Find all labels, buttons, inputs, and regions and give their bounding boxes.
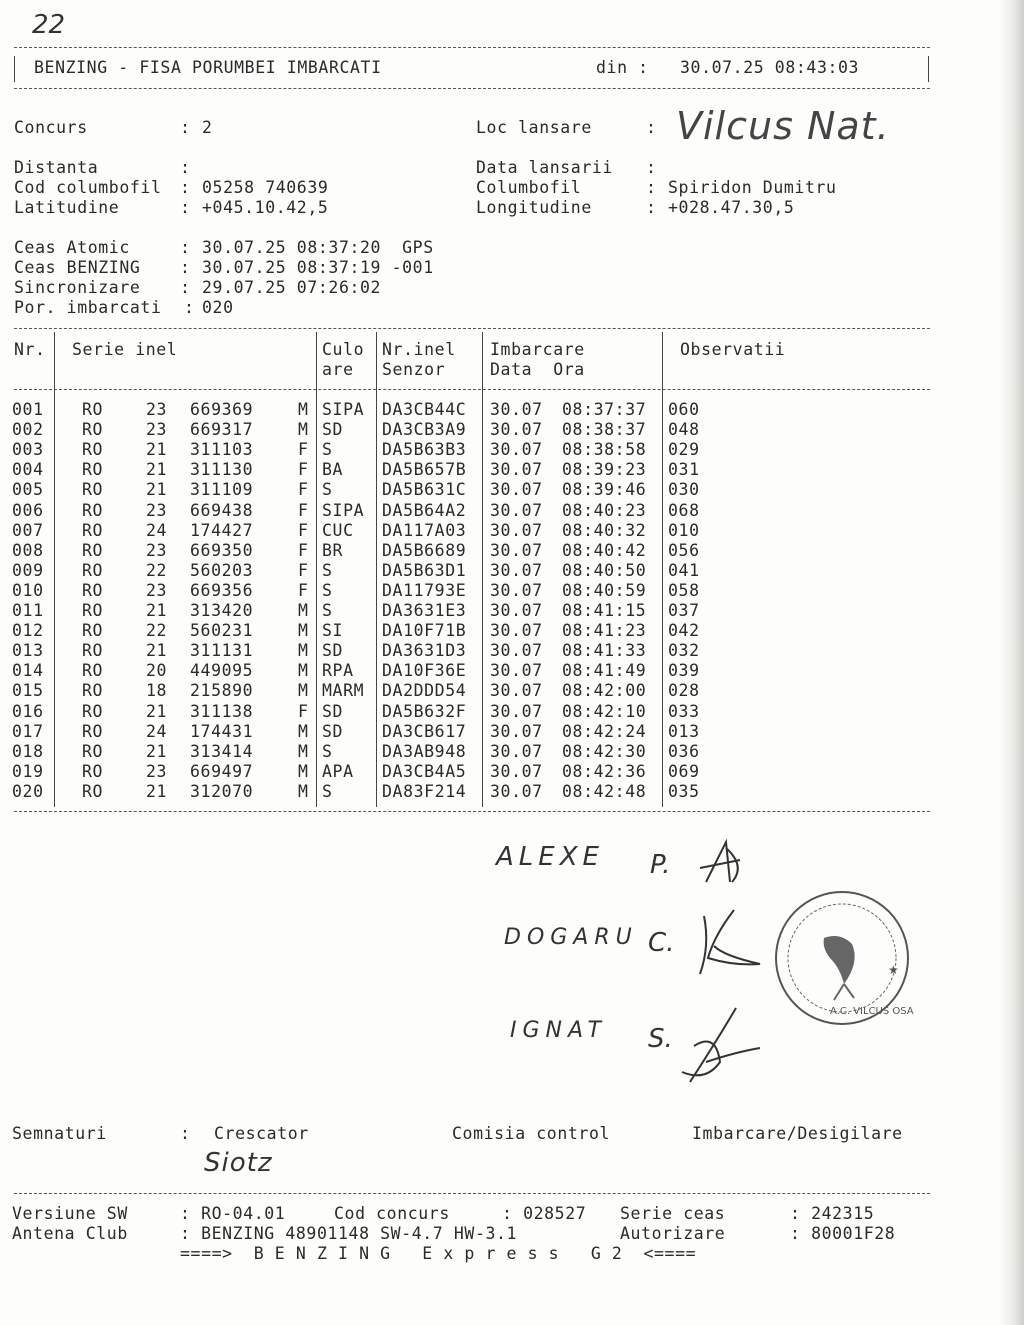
- cod-columbofil-label: Cod columbofil: [14, 178, 162, 197]
- cell-data: 30.07: [490, 701, 543, 721]
- benzing-brand-line: ====> B E N Z I N G E x p r e s s G 2 <====: [180, 1244, 697, 1263]
- semnaturi-colon: :: [180, 1124, 191, 1143]
- cell-num: 669350: [190, 540, 254, 560]
- cell-yr: 21: [146, 701, 168, 721]
- cell-col: BA: [322, 460, 344, 480]
- cell-num: 312070: [190, 781, 254, 801]
- cell-col: SIPA: [322, 500, 365, 520]
- cell-yr: 21: [146, 741, 168, 761]
- cell-col: S: [322, 601, 333, 620]
- report-title: BENZING - FISA PORUMBEI IMBARCATI: [34, 58, 382, 77]
- cell-ora: 08:38:37: [562, 420, 647, 440]
- handwritten-name-2: DOGARU: [504, 925, 638, 950]
- cell-obs: 035: [668, 781, 700, 801]
- autorizare-value: : 80001F28: [790, 1224, 896, 1243]
- autorizare-label: Autorizare: [620, 1224, 726, 1243]
- concurs-label: Concurs: [14, 118, 88, 137]
- cell-nr: 016: [12, 701, 44, 721]
- cell-sex: F: [298, 480, 309, 500]
- serie-ceas-label: Serie ceas: [620, 1204, 726, 1223]
- cell-yr: 24: [146, 721, 168, 741]
- header-serie-inel: Serie inel: [72, 340, 178, 359]
- cell-sex: F: [298, 560, 309, 580]
- latitudine-value: +045.10.42,5: [202, 198, 329, 217]
- cell-data: 30.07: [490, 681, 543, 701]
- cell-obs: 042: [668, 621, 700, 641]
- cell-ora: 08:40:50: [562, 560, 647, 580]
- cell-obs: 058: [668, 580, 700, 600]
- cell-ora: 08:41:15: [562, 601, 647, 620]
- versiune-label: Versiune SW: [12, 1204, 128, 1223]
- cell-obs: 031: [668, 460, 700, 480]
- header-nr-inel: Nr.inel: [382, 340, 456, 359]
- cell-num: 669497: [190, 761, 254, 781]
- cell-data: 30.07: [490, 741, 543, 761]
- cell-yr: 22: [146, 621, 168, 641]
- cell-num: 560203: [190, 560, 254, 580]
- cell-num: 311103: [190, 440, 254, 460]
- cell-ora: 08:38:58: [562, 440, 647, 460]
- cell-col: RPA: [322, 661, 354, 681]
- cell-obs: 033: [668, 701, 700, 721]
- header-culoare-2: are: [322, 360, 354, 379]
- cell-ora: 08:39:46: [562, 480, 647, 500]
- cell-nr: 010: [12, 580, 44, 600]
- cell-sex: F: [298, 580, 309, 600]
- cell-obs: 056: [668, 540, 700, 560]
- cell-obs: 068: [668, 500, 700, 520]
- cell-senzor: DA5B6689: [382, 540, 467, 560]
- ceas-atomic-value: 30.07.25 08:37:20 GPS: [202, 238, 434, 257]
- cell-senzor: DA3CB617: [382, 721, 467, 741]
- cell-sex: F: [298, 500, 309, 520]
- signature-1-scribble: [696, 838, 756, 888]
- cell-num: 313414: [190, 741, 254, 761]
- cell-nr: 013: [12, 641, 44, 661]
- cell-col: MARM: [322, 681, 365, 701]
- stamp-text: A.C. VILCUS OSA: [830, 1006, 914, 1017]
- cell-ora: 08:42:10: [562, 701, 647, 721]
- versiune-value: : RO-04.01: [180, 1204, 286, 1223]
- semnaturi-label: Semnaturi: [12, 1124, 107, 1143]
- header-observatii: Observatii: [680, 340, 786, 359]
- cell-ro: RO: [82, 661, 104, 681]
- cell-obs: 013: [668, 721, 700, 741]
- cell-ora: 08:37:37: [562, 400, 647, 419]
- cell-ro: RO: [82, 701, 104, 721]
- cell-senzor: DA3AB948: [382, 741, 467, 761]
- cell-col: SD: [322, 721, 344, 741]
- cell-data: 30.07: [490, 420, 543, 440]
- cell-nr: 017: [12, 721, 44, 741]
- cell-nr: 011: [12, 601, 44, 620]
- por-imbarcati-label: Por. imbarcati: [14, 298, 162, 317]
- cell-yr: 21: [146, 460, 168, 480]
- longitudine-value: +028.47.30,5: [668, 198, 795, 217]
- loc-lansare-label: Loc lansare: [476, 118, 592, 137]
- cell-nr: 014: [12, 661, 44, 681]
- cell-data: 30.07: [490, 540, 543, 560]
- cell-yr: 21: [146, 480, 168, 500]
- cell-ro: RO: [82, 621, 104, 641]
- cell-data: 30.07: [490, 621, 543, 641]
- cell-sex: M: [298, 721, 309, 741]
- crescator-label: Crescator: [214, 1124, 309, 1143]
- columbofil-label: Columbofil: [476, 178, 582, 197]
- cell-sex: F: [298, 701, 309, 721]
- handwritten-initial-1: P.: [650, 850, 671, 880]
- cell-obs: 069: [668, 761, 700, 781]
- cell-num: 669317: [190, 420, 254, 440]
- cell-num: 311130: [190, 460, 254, 480]
- cell-obs: 036: [668, 741, 700, 761]
- cell-yr: 23: [146, 500, 168, 520]
- cell-sex: M: [298, 761, 309, 781]
- cell-ro: RO: [82, 540, 104, 560]
- cell-sex: M: [298, 641, 309, 661]
- cell-col: APA: [322, 761, 354, 781]
- cell-data: 30.07: [490, 601, 543, 620]
- cell-ora: 08:42:36: [562, 761, 647, 781]
- cell-ora: 08:40:59: [562, 580, 647, 600]
- cell-yr: 21: [146, 601, 168, 620]
- cell-data: 30.07: [490, 721, 543, 741]
- cell-senzor: DA5B63B3: [382, 440, 467, 460]
- sincronizare-value: 29.07.25 07:26:02: [202, 278, 382, 297]
- cell-sex: M: [298, 681, 309, 701]
- cell-senzor: DA117A03: [382, 520, 467, 540]
- cell-senzor: DA3631E3: [382, 601, 467, 620]
- cell-senzor: DA3CB44C: [382, 400, 467, 419]
- handwritten-name-3: IGNAT: [510, 1018, 607, 1043]
- cell-nr: 009: [12, 560, 44, 580]
- imbarcare-desigilare-label: Imbarcare/Desigilare: [692, 1124, 903, 1143]
- ceas-atomic-label: Ceas Atomic: [14, 238, 130, 257]
- cell-nr: 007: [12, 520, 44, 540]
- cell-nr: 020: [12, 781, 44, 801]
- cell-ro: RO: [82, 681, 104, 701]
- cell-num: 311138: [190, 701, 254, 721]
- cell-senzor: DA5B63D1: [382, 560, 467, 580]
- cell-obs: 032: [668, 641, 700, 661]
- handwritten-initial-3: S.: [648, 1024, 673, 1054]
- cell-sex: F: [298, 460, 309, 480]
- cod-columbofil-value: 05258 740639: [202, 178, 329, 197]
- cell-num: 669356: [190, 580, 254, 600]
- cell-ora: 08:41:33: [562, 641, 647, 661]
- crescator-signature: Siotz: [204, 1148, 273, 1178]
- cell-senzor: DA5B657B: [382, 460, 467, 480]
- cell-data: 30.07: [490, 460, 543, 480]
- din-value: 30.07.25 08:43:03: [680, 58, 860, 77]
- cell-ro: RO: [82, 420, 104, 440]
- cell-nr: 018: [12, 741, 44, 761]
- serie-ceas-value: : 242315: [790, 1204, 875, 1223]
- cell-data: 30.07: [490, 520, 543, 540]
- cell-col: SD: [322, 701, 344, 721]
- cell-ora: 08:42:00: [562, 681, 647, 701]
- header-nr: Nr.: [14, 340, 46, 359]
- cell-col: S: [322, 560, 333, 580]
- cell-senzor: DA3CB4A5: [382, 761, 467, 781]
- cell-yr: 22: [146, 560, 168, 580]
- cell-obs: 039: [668, 661, 700, 681]
- latitudine-label: Latitudine: [14, 198, 120, 217]
- cell-ro: RO: [82, 440, 104, 460]
- cell-col: S: [322, 741, 333, 761]
- sincronizare-label: Sincronizare: [14, 278, 141, 297]
- cell-sex: F: [298, 520, 309, 540]
- cell-ro: RO: [82, 721, 104, 741]
- cell-senzor: DA3CB3A9: [382, 420, 467, 440]
- din-label: din :: [596, 58, 649, 77]
- cell-num: 174427: [190, 520, 254, 540]
- cod-concurs-value: : 028527: [502, 1204, 587, 1223]
- cell-col: S: [322, 781, 333, 801]
- cell-obs: 028: [668, 681, 700, 701]
- cell-yr: 23: [146, 540, 168, 560]
- cell-num: 449095: [190, 661, 254, 681]
- club-stamp: [770, 888, 916, 1028]
- cell-data: 30.07: [490, 500, 543, 520]
- cell-senzor: DA5B632F: [382, 701, 467, 721]
- cell-col: BR: [322, 540, 344, 560]
- header-data-ora: Data Ora: [490, 360, 585, 379]
- cell-ora: 08:41:49: [562, 661, 647, 681]
- cell-sex: M: [298, 400, 309, 419]
- scan-edge-shadow: [1000, 0, 1024, 1325]
- cell-nr: 003: [12, 440, 44, 460]
- cell-sex: M: [298, 420, 309, 440]
- cell-senzor: DA11793E: [382, 580, 467, 600]
- cell-ro: RO: [82, 480, 104, 500]
- cell-sex: M: [298, 781, 309, 801]
- cell-obs: 029: [668, 440, 700, 460]
- cell-data: 30.07: [490, 480, 543, 500]
- cell-ro: RO: [82, 500, 104, 520]
- cell-yr: 21: [146, 641, 168, 661]
- cell-yr: 23: [146, 420, 168, 440]
- cell-ora: 08:41:23: [562, 621, 647, 641]
- cell-nr: 019: [12, 761, 44, 781]
- cell-obs: 060: [668, 400, 700, 419]
- comisia-label: Comisia control: [452, 1124, 611, 1143]
- cell-col: SIPA: [322, 400, 365, 419]
- cell-data: 30.07: [490, 761, 543, 781]
- cell-ro: RO: [82, 400, 104, 419]
- cell-data: 30.07: [490, 781, 543, 801]
- cell-sex: M: [298, 661, 309, 681]
- cell-obs: 010: [668, 520, 700, 540]
- page-number: 22: [32, 10, 66, 40]
- cell-obs: 041: [668, 560, 700, 580]
- cell-ora: 08:39:23: [562, 460, 647, 480]
- cell-nr: 006: [12, 500, 44, 520]
- cell-ro: RO: [82, 641, 104, 661]
- cell-nr: 015: [12, 681, 44, 701]
- cell-ro: RO: [82, 460, 104, 480]
- cell-ora: 08:42:24: [562, 721, 647, 741]
- cell-ora: 08:42:48: [562, 781, 647, 801]
- cell-senzor: DA3631D3: [382, 641, 467, 661]
- cell-col: SD: [322, 641, 344, 661]
- concurs-value: 2: [202, 118, 213, 137]
- cell-senzor: DA5B631C: [382, 480, 467, 500]
- cell-num: 669438: [190, 500, 254, 520]
- cell-data: 30.07: [490, 560, 543, 580]
- columbofil-value: Spiridon Dumitru: [668, 178, 837, 197]
- cod-concurs-label: Cod concurs: [334, 1204, 450, 1223]
- cell-yr: 23: [146, 400, 168, 419]
- cell-senzor: DA83F214: [382, 781, 467, 801]
- header-culoare-1: Culo: [322, 340, 365, 359]
- cell-nr: 004: [12, 460, 44, 480]
- cell-nr: 001: [12, 400, 44, 419]
- cell-col: SI: [322, 621, 344, 641]
- cell-ro: RO: [82, 520, 104, 540]
- cell-sex: F: [298, 540, 309, 560]
- cell-ora: 08:40:23: [562, 500, 647, 520]
- distanta-label: Distanta: [14, 158, 99, 177]
- cell-obs: 037: [668, 601, 700, 620]
- signature-2-scribble: [694, 906, 774, 986]
- cell-nr: 008: [12, 540, 44, 560]
- cell-ro: RO: [82, 560, 104, 580]
- data-lansarii-label: Data lansarii: [476, 158, 613, 177]
- cell-yr: 23: [146, 580, 168, 600]
- cell-nr: 005: [12, 480, 44, 500]
- ceas-benzing-label: Ceas BENZING: [14, 258, 141, 277]
- ceas-benzing-value: 30.07.25 08:37:19 -001: [202, 258, 434, 277]
- cell-ora: 08:40:42: [562, 540, 647, 560]
- cell-col: S: [322, 480, 333, 500]
- cell-ro: RO: [82, 741, 104, 761]
- cell-data: 30.07: [490, 400, 543, 419]
- cell-num: 313420: [190, 601, 254, 620]
- cell-nr: 002: [12, 420, 44, 440]
- header-imbarcare: Imbarcare: [490, 340, 585, 359]
- cell-ro: RO: [82, 761, 104, 781]
- cell-yr: 20: [146, 661, 168, 681]
- cell-obs: 048: [668, 420, 700, 440]
- cell-data: 30.07: [490, 661, 543, 681]
- cell-senzor: DA10F36E: [382, 661, 467, 681]
- header-senzor: Senzor: [382, 360, 446, 379]
- handwritten-name-1: ALEXE: [496, 842, 604, 872]
- cell-senzor: DA10F71B: [382, 621, 467, 641]
- antena-club-label: Antena Club: [12, 1224, 128, 1243]
- por-imbarcati-value: 020: [202, 298, 234, 317]
- cell-senzor: DA2DDD54: [382, 681, 467, 701]
- cell-num: 215890: [190, 681, 254, 701]
- cell-num: 311109: [190, 480, 254, 500]
- cell-col: S: [322, 580, 333, 600]
- cell-data: 30.07: [490, 440, 543, 460]
- antena-club-value: : BENZING 48901148 SW-4.7 HW-3.1: [180, 1224, 518, 1243]
- handwritten-initial-2: C.: [648, 928, 675, 958]
- longitudine-label: Longitudine: [476, 198, 592, 217]
- cell-yr: 18: [146, 681, 168, 701]
- cell-num: 669369: [190, 400, 254, 419]
- signature-3-scribble: [676, 1002, 766, 1088]
- cell-sex: M: [298, 741, 309, 761]
- cell-col: S: [322, 440, 333, 460]
- cell-yr: 21: [146, 781, 168, 801]
- cell-yr: 24: [146, 520, 168, 540]
- cell-ro: RO: [82, 580, 104, 600]
- loc-lansare-handwritten: Vilcus Nat.: [676, 104, 890, 148]
- cell-yr: 23: [146, 761, 168, 781]
- cell-data: 30.07: [490, 641, 543, 661]
- cell-sex: M: [298, 621, 309, 641]
- cell-yr: 21: [146, 440, 168, 460]
- cell-ora: 08:40:32: [562, 520, 647, 540]
- cell-num: 560231: [190, 621, 254, 641]
- cell-obs: 030: [668, 480, 700, 500]
- cell-sex: F: [298, 440, 309, 460]
- cell-col: SD: [322, 420, 344, 440]
- cell-sex: M: [298, 601, 309, 620]
- svg-text:★: ★: [888, 963, 899, 977]
- cell-data: 30.07: [490, 580, 543, 600]
- cell-senzor: DA5B64A2: [382, 500, 467, 520]
- cell-ora: 08:42:30: [562, 741, 647, 761]
- cell-ro: RO: [82, 601, 104, 620]
- cell-num: 311131: [190, 641, 254, 661]
- cell-col: CUC: [322, 520, 354, 540]
- cell-num: 174431: [190, 721, 254, 741]
- cell-nr: 012: [12, 621, 44, 641]
- cell-ro: RO: [82, 781, 104, 801]
